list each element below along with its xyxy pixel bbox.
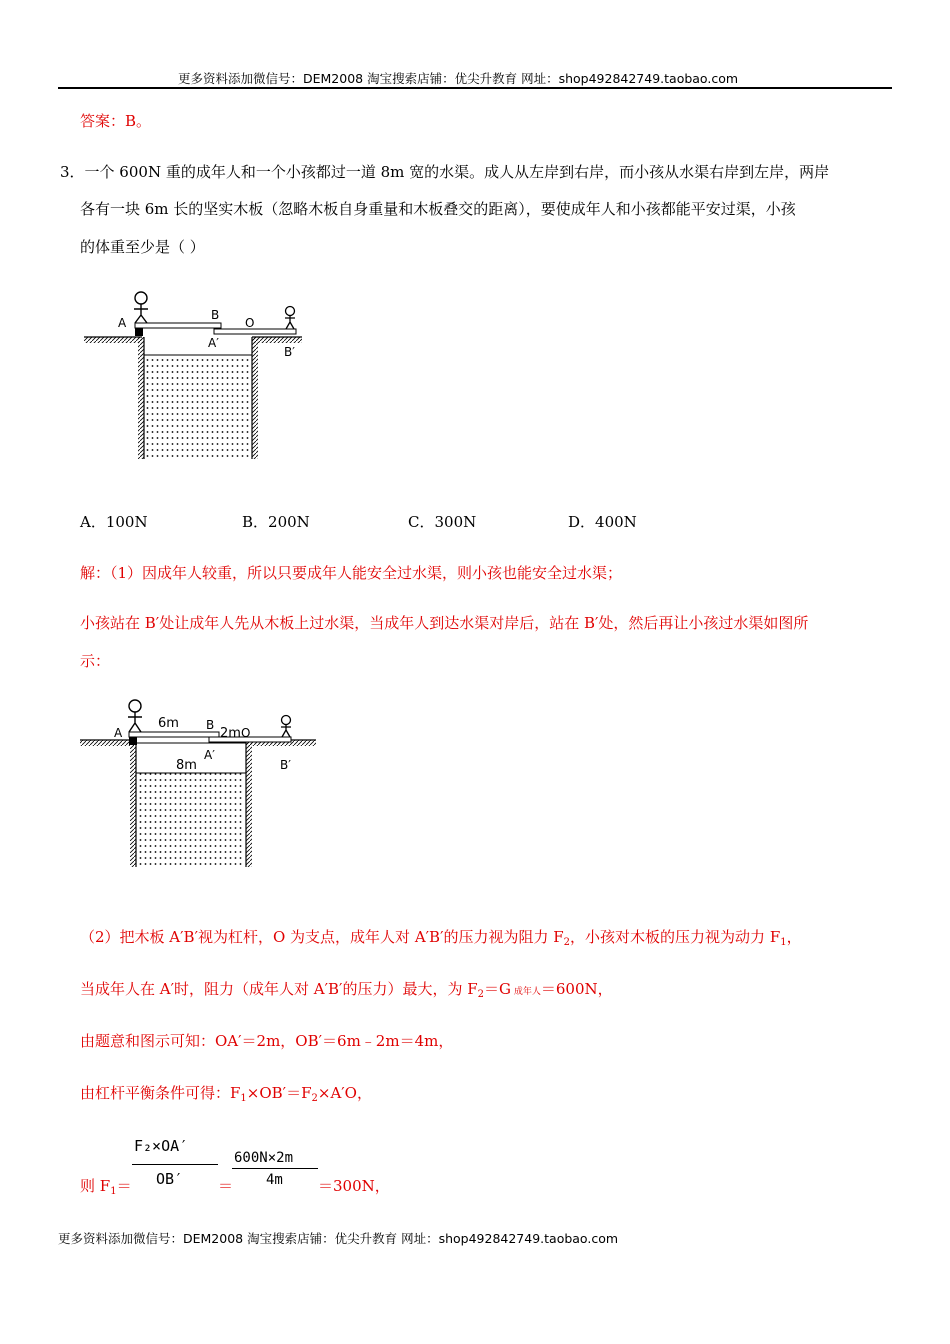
fraction-2-numerator: 600N×2m — [234, 1150, 294, 1166]
fig2-label-a-prime: A′ — [204, 748, 215, 762]
equals-sign: ＝ — [218, 1177, 234, 1195]
fig2-label-o: O — [241, 726, 251, 740]
previous-answer: 答案：B。 — [80, 112, 152, 130]
option-c: C．300N — [408, 513, 477, 531]
question-line-2: 各有一块 6m 长的坚实木板（忽略木板自身重量和木板叠交的距离），要使成年人和小孩都能平安过渠，小孩 — [80, 200, 796, 218]
canal-figure-2 — [78, 693, 328, 873]
solution-step-3: （2）把木板 A′B′视为杠杆，O 为支点，成年人对 A′B′的压力视为阻力 $F_2$，小孩对木板的压力视为动力 $F_1$， — [80, 928, 802, 948]
formula-prefix: 则 $F_1=$ — [80, 1177, 132, 1197]
fraction-1-denominator: OB′ — [156, 1170, 184, 1188]
question-line-1: 3．一个 600N 重的成年人和一个小孩都过一道 8m 宽的水渠。成人从左岸到右岸，而小孩从水渠右岸到左岸，两岸 — [60, 163, 830, 181]
solution-step-2a: 小孩站在 B′处让成年人先从木板上过水渠，当成年人到达水渠对岸后，站在 B′处，然后再让小孩过水渠如图所 — [80, 614, 809, 632]
solution-step-6: 由杠杆平衡条件可得：$F_1\times OB'=F_2\times A'O$， — [80, 1084, 372, 1104]
question-line-3: 的体重至少是（ ） — [80, 238, 205, 256]
option-a: A．100N — [80, 513, 148, 531]
fig2-len-6m: 6m — [158, 716, 179, 731]
formula-result: ＝300N， — [318, 1177, 390, 1195]
header-rule — [58, 87, 892, 89]
fig2-len-8m: 8m — [176, 758, 197, 773]
solution-step-1: 解：（1）因成年人较重，所以只要成年人能安全过水渠，则小孩也能安全过水渠； — [80, 564, 623, 582]
canal-figure-1 — [80, 285, 320, 465]
option-d: D．400N — [568, 513, 637, 531]
page-footer: 更多资料添加微信号：DEM2008 淘宝搜索店铺：优尖升教育 网址：shop492842749.taobao.com — [58, 1231, 619, 1246]
fig1-label-b-prime: B′ — [284, 345, 295, 359]
option-b: B．200N — [242, 513, 310, 531]
fraction-2-bar — [232, 1168, 318, 1169]
fig2-len-2m: 2m — [220, 726, 241, 741]
solution-step-2b: 示： — [80, 652, 111, 670]
fig1-label-b: B — [211, 308, 220, 322]
fig2-label-b: B — [206, 718, 215, 732]
fraction-2-denominator: 4m — [266, 1172, 283, 1188]
solution-step-4: 当成年人在 A′时，阻力（成年人对 A′B′的压力）最大，为 $F_2=G$ 成年人＝600N， — [80, 980, 613, 1000]
fraction-1-bar — [132, 1164, 218, 1165]
fraction-1-numerator: F₂×OA′ — [134, 1137, 189, 1155]
fig2-label-b-prime: B′ — [280, 758, 291, 772]
fig1-label-o: O — [245, 316, 255, 330]
fig1-label-a-prime: A′ — [208, 336, 219, 350]
page-header: 更多资料添加微信号：DEM2008 淘宝搜索店铺：优尖升教育 网址：shop492842749.taobao.com — [178, 71, 739, 86]
fig1-label-a: A — [118, 316, 127, 330]
solution-step-5: 由题意和图示可知：OA′＝2m，OB′＝6m﹣2m＝4m， — [80, 1032, 454, 1050]
fig2-label-a: A — [114, 726, 123, 740]
